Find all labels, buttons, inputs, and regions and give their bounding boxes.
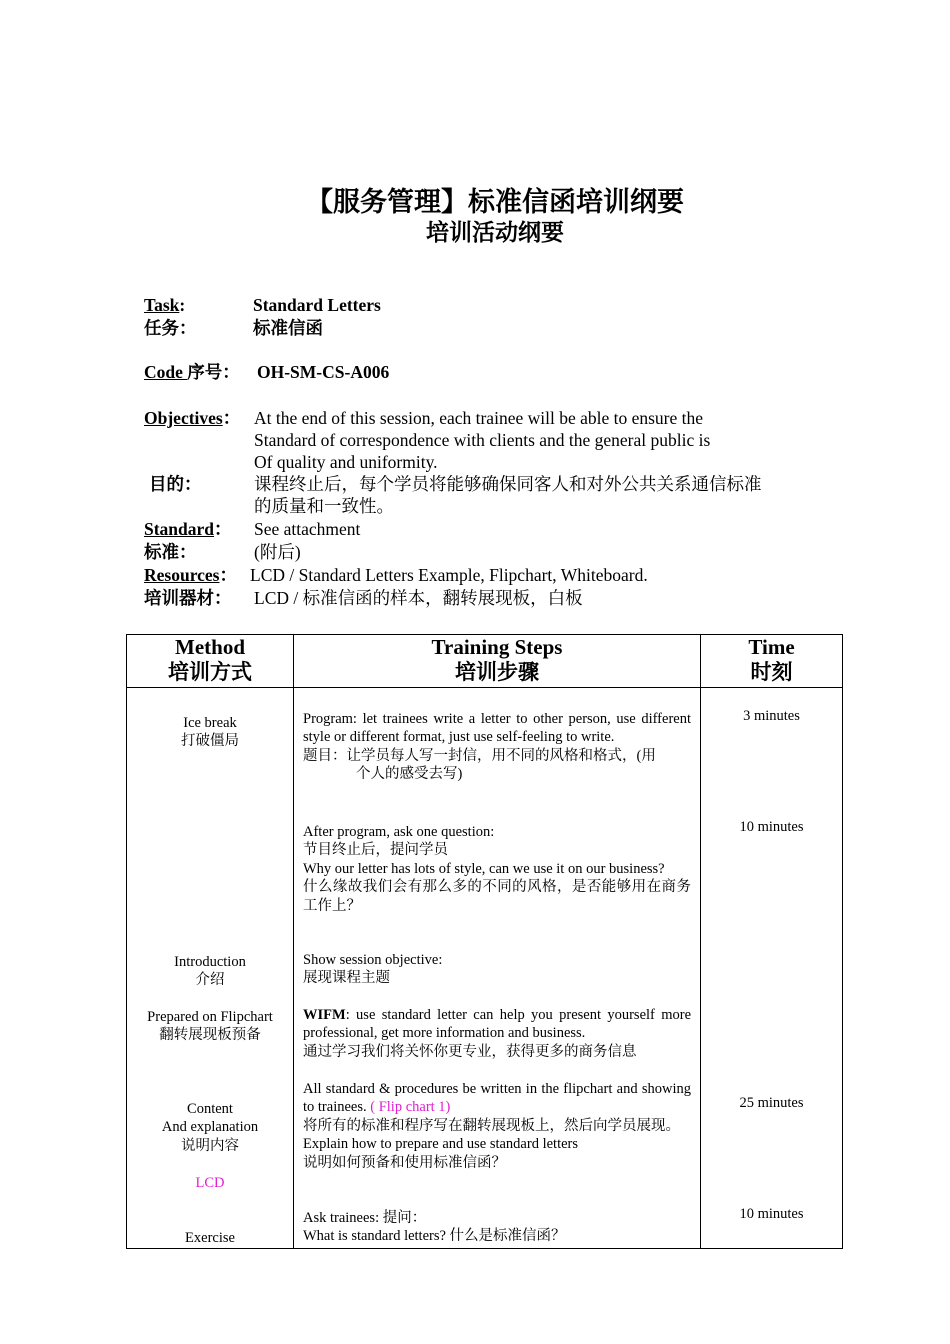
- step-wifm: [303, 1006, 691, 1061]
- method-exercise: Exercise: [185, 1230, 235, 1246]
- step-text: Why our letter has lots of style, can we use it on our business?: [303, 860, 665, 877]
- wifm-text: : use standard letter can help you present yourself more professional, get more information and business.: [303, 1007, 691, 1042]
- standard-label-en: Standard: [144, 519, 215, 539]
- method-column: [127, 688, 294, 1249]
- time-content: 25 minutes: [739, 1095, 804, 1111]
- step-text: Ask trainees: 提问：: [303, 1210, 427, 1226]
- standard-label-cn: 标准：: [144, 542, 197, 562]
- step-text: 节目终止后，提问学员: [303, 842, 448, 859]
- code-value: OH-SM-CS-A006: [257, 362, 390, 382]
- task-value-cn: 标准信函: [253, 318, 323, 338]
- step-text: After program, ask one question:: [303, 824, 495, 840]
- objectives-label: [144, 407, 240, 429]
- standard-colon: ：: [214, 519, 232, 539]
- time-icebreak: 3 minutes: [743, 708, 800, 724]
- method-text: 说明内容: [181, 1137, 239, 1154]
- header-method-cn: 培训方式: [168, 660, 252, 684]
- objectives-line-cn: 的质量和一致性。: [254, 496, 394, 516]
- time-exercise: 10 minutes: [739, 1206, 804, 1222]
- step-exercise: [303, 1209, 691, 1246]
- header-time: [701, 635, 843, 688]
- method-text: Content: [187, 1101, 233, 1117]
- step-text: 题目：让学员每人写一封信，用不同的风格和格式，(用: [303, 747, 656, 764]
- task-value: Standard Letters: [253, 295, 381, 315]
- table-header-row: [127, 635, 843, 688]
- objectives-text-cn: [254, 473, 762, 517]
- step-program: [303, 710, 691, 784]
- standard-label: [144, 518, 232, 540]
- method-text: Ice break: [183, 715, 237, 731]
- resources-label-en: Resources: [144, 565, 220, 585]
- method-text: 打破僵局: [181, 733, 239, 750]
- step-content: [303, 1080, 691, 1172]
- header-method-en: Method: [175, 635, 245, 659]
- step-text: [303, 1006, 691, 1043]
- step-text: Explain how to prepare and use standard letters: [303, 1136, 579, 1153]
- task-label-en: Task: [144, 295, 180, 315]
- code-label-en: Code: [144, 362, 188, 382]
- step-text: 通过学习我们将关怀你更专业，获得更多的商务信息: [303, 1043, 637, 1060]
- objectives-line: At the end of this session, each trainee will be able to ensure the: [254, 408, 704, 428]
- step-question: [303, 823, 691, 915]
- standard-value: See attachment: [254, 519, 361, 539]
- steps-column: [294, 688, 701, 1249]
- step-text: 什么缘故我们会有那么多的不同的风格，是否能够用在商务工作上？: [303, 879, 691, 914]
- method-text: 翻转展现板预备: [159, 1027, 261, 1044]
- time-question: 10 minutes: [739, 819, 804, 835]
- resources-colon: ：: [219, 565, 237, 585]
- wifm-label: WIFM: [303, 1007, 346, 1023]
- method-prepared: [127, 1008, 293, 1045]
- method-lcd: LCD: [195, 1175, 225, 1191]
- step-text: [303, 1080, 691, 1117]
- header-steps-en: Training Steps: [431, 635, 563, 659]
- task-colon: :: [179, 295, 186, 315]
- objectives-line: Standard of correspondence with clients and the general public is: [254, 430, 711, 450]
- objectives-line: Of quality and uniformity.: [254, 452, 438, 472]
- resources-label-cn: 培训器材：: [144, 588, 232, 608]
- objectives-text-en: [254, 407, 710, 473]
- step-text: 将所有的标准和程序写在翻转展现板上，然后向学员展现。: [303, 1117, 680, 1134]
- all-text: All standard & procedures be written in the flipchart and showing to trainees.: [303, 1081, 691, 1116]
- objectives-colon: ：: [222, 408, 241, 428]
- time-column: [701, 688, 843, 1249]
- objectives-line-cn: 课程终止后，每个学员将能够确保同客人和对外公共关系通信标准: [254, 474, 762, 494]
- objectives-label-en: Objectives: [144, 408, 223, 428]
- standard-value-cn: (附后): [254, 542, 301, 562]
- step-objective: [303, 951, 691, 988]
- step-text: What is standard letters? 什么是标准信函？: [303, 1228, 566, 1245]
- method-introduction: [127, 953, 293, 990]
- task-label: [144, 294, 185, 316]
- task-label-cn: 任务：: [144, 318, 197, 338]
- method-content: [127, 1100, 293, 1155]
- step-text: Program: let trainees write a letter to other person, use different style or different format, just use self-feeling to write.: [303, 711, 691, 746]
- method-text: And explanation: [161, 1119, 259, 1136]
- document-subtitle: 培训活动纲要: [426, 220, 564, 245]
- header-steps: [294, 635, 701, 688]
- method-text: Prepared on Flipchart: [147, 1009, 273, 1025]
- step-text: 说明如何预备和使用标准信函？: [303, 1154, 506, 1171]
- training-table: [126, 634, 843, 1249]
- header-time-en: Time: [748, 635, 795, 659]
- table-body-row: [127, 688, 843, 1249]
- step-text: Show session objective:: [303, 952, 443, 968]
- document-title: 【服务管理】标准信函培训纲要: [306, 187, 684, 217]
- method-icebreak: [127, 714, 293, 751]
- objectives-label-cn: 目的：: [149, 474, 202, 494]
- method-text: 介绍: [195, 972, 225, 989]
- code-label-cn: 序号：: [187, 362, 240, 382]
- step-text: 个人的感受去写): [356, 766, 463, 783]
- method-text: Introduction: [174, 954, 246, 970]
- resources-label: [144, 564, 237, 586]
- header-method: [127, 635, 294, 688]
- header-time-cn: 时刻: [750, 660, 793, 684]
- flip-chart-ref: ( Flip chart 1): [370, 1099, 451, 1116]
- code-label: [144, 361, 240, 383]
- resources-value-cn: LCD / 标准信函的样本，翻转展现板，白板: [254, 588, 583, 608]
- step-text: 展现课程主题: [303, 970, 390, 987]
- header-steps-cn: 培训步骤: [455, 660, 539, 684]
- resources-value: LCD / Standard Letters Example, Flipchart, Whiteboard.: [250, 565, 648, 585]
